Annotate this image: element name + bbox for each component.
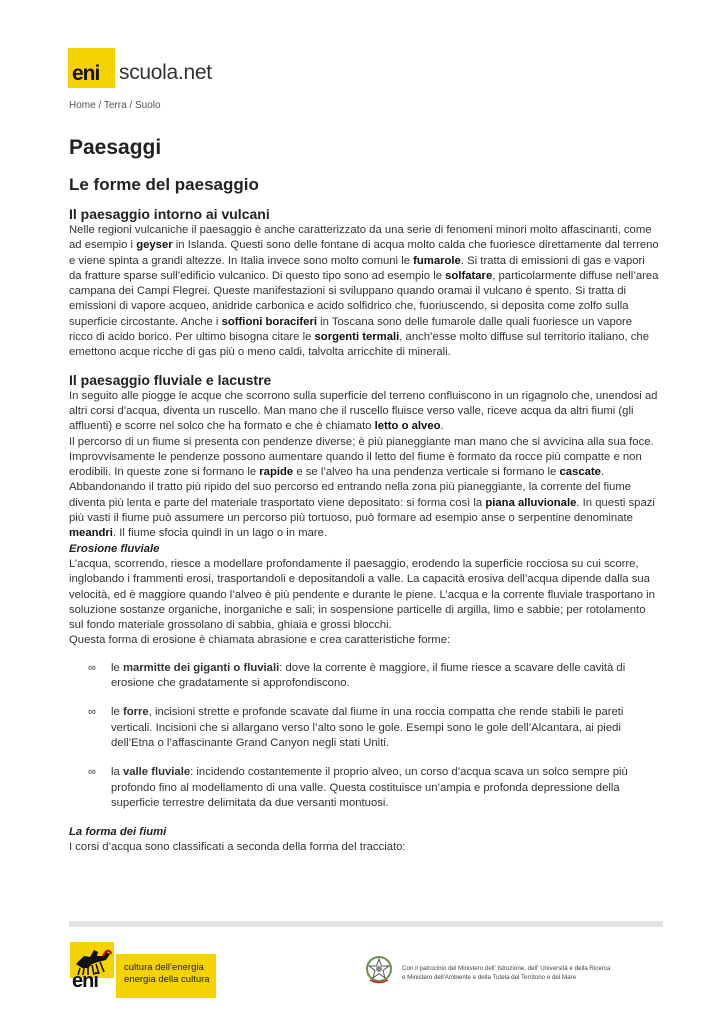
list-item: ∞ le marmitte dei giganti o fluviali: dove la corrente è maggiore, il fiume riesce a scavare delle cavità di erosione che gradatamente si approfondiscono. [88, 661, 626, 690]
breadcrumb [69, 100, 161, 111]
bullet-list-forme [69, 661, 659, 811]
logo-site-name: scuola.net [119, 61, 212, 84]
section-vulcani [69, 205, 659, 361]
breadcrumb-home[interactable]: Home [69, 100, 96, 111]
paragraph-fluviale-2: Il percorso di un fiume si presenta con pendenze diverse; è più pianeggiante man mano che si avvicina alla sua foce. Improvvisamente le pendenze possono aumentare quando il letto del fiume è formato da rocce più compatte e non erodibili. In queste zone si formano le rapide e se l’alveo ha una pendenza verticale si formano le cascate. [69, 435, 654, 479]
logo-eni-text: eni [72, 62, 100, 85]
section-fluviale [69, 371, 659, 856]
italian-republic-emblem-icon [364, 954, 394, 986]
section-heading-fluviale: Il paesaggio fluviale e lacustre [69, 371, 272, 388]
patronage-text: Con il patrocinio del Ministero dell' Istruzione, dell' Università e della Ricerca e Ministero dell'Ambiente e della Tutela del Territorio e del Mare [402, 965, 611, 981]
paragraph-forma-fiumi: I corsi d’acqua sono classificati a seconda della forma del tracciato: [69, 841, 406, 854]
list-item: ∞ la valle fluviale: incidendo costantemente il proprio alveo, un corso d’acqua scava un solco sempre più profondo fino al modellamento di una valle. Questa costituisce un’ampia e profonda depressione della superficie terrestre delimitata da due versanti montuosi. [88, 766, 628, 809]
paragraph-fluviale-3: Abbandonando il tratto più ripido del suo percorso ed entrando nella zona più pianeggiante, la corrente del fiume diventa più lenta e parte del materiale trasportato viene depositato: si forma così la piana alluvionale. In questi spazi più vasti il fiume può assumere un percorso più tortuoso, può formare ad esempio anse o serpentine denominate meandri. Il fiume sfocia quindi in un lago o in mare. [69, 481, 655, 540]
eni-footer-logo [70, 942, 215, 997]
list-item: ∞ le forre, incisioni strette e profonde scavate dal fiume in una roccia compatta che rende stabili le pareti verticali. Incisioni che si allargano verso l’alto sono le gole. Esempi sono le gole dell’Alcantara, ai piedi dell’Etna o l’affascinante Grand Canyon negli stati Uniti. [88, 706, 624, 749]
section-heading-vulcani: Il paesaggio intorno ai vulcani [69, 206, 270, 222]
main-content [69, 134, 659, 856]
footer-divider [69, 921, 663, 927]
paragraph-fluviale-1: In seguito alle piogge le acque che scorrono sulla superficie del terreno confluiscono in un rigagnolo che, unendosi ad altri corsi d’acqua, diventa un ruscello. Man mano che il ruscello fluisce verso valle, riceve acqua da altri fiumi (gli affluenti) e scorre nel solco che ha formato e che è chiamato letto o alveo. [69, 389, 658, 433]
site-logo[interactable] [68, 48, 212, 88]
paragraph-erosione-1: L’acqua, scorrendo, riesce a modellare profondamente il paesaggio, erodendo la superficie rocciosa su cui scorre, inglobando i frammenti erosi, trasportandoli e depositandoli a valle. La capacità erosiva dell’acqua dipende dalla sua velocità, ed è maggiore quando l’alveo è più pendente e durante le piene. L’acqua e la corrente fluviale trasportano in soluzione sostanze organiche, inorganiche e sali; in sospensione particelle di argilla, limo e sabbie; per rotolamento sul fondo materiale grossolano di sabbia, ghiaia e grossi blocchi. [69, 557, 655, 632]
footer-eni-text: eni [72, 970, 98, 992]
infinity-bullet-icon: ∞ [88, 706, 96, 719]
subheading-forma-fiumi: La forma dei fiumi [69, 826, 167, 839]
breadcrumb-terra[interactable]: Terra [103, 100, 127, 111]
paragraph-vulcani: Nelle regioni vulcaniche il paesaggio è anche caratterizzato da una serie di fenomeni minori molto affascinanti, come ad esempio i geyser in Islanda. Questi sono delle fontane di acqua molto calda che fuoriesce direttamente dal terreno e viene spinta a grandi altezze. In Italia invece sono molto comuni le fumarole. Si tratta di emissioni di gas e vapori da fratture sparse sull’edificio vulcanico. Di questo tipo sono ad esempio le solfatare, particolarmente diffuse nell’area campana dei Campi Flegrei. Queste manifestazioni si sviluppano quando oramai il vulcano è spento. Si tratta di emissioni di vapore acqueo, anidride carbonica e acido solfidrico che, fuoriuscendo, si deposita come zolfo sulla superficie circostante. Anche i soffioni boraciferi in Toscana sono delle fumarole dalle quali fuoriesce un vapore ricco di acido borico. Per ultimo bisogna citare le sorgenti termali, anch’esse molto diffuse sul territorio italiano, che emettono acque ricche di gas più o meno caldi, talvolta arricchite di minerali. [69, 224, 659, 359]
breadcrumb-separator: / [126, 100, 135, 111]
paragraph-erosione-2: Questa forma di erosione è chiamata abrasione e crea caratteristiche forme: [69, 634, 451, 647]
page-title: Paesaggi [69, 136, 162, 159]
eni-logo-box [68, 48, 115, 88]
breadcrumb-separator: / [95, 100, 104, 111]
infinity-bullet-icon: ∞ [88, 766, 96, 779]
footer-tagline: cultura dell’energia energia della cultura [124, 962, 210, 985]
page-subtitle: Le forme del paesaggio [69, 175, 259, 194]
infinity-bullet-icon: ∞ [88, 661, 96, 674]
subheading-erosione: Erosione fluviale [69, 542, 160, 555]
breadcrumb-suolo[interactable]: Suolo [134, 100, 161, 111]
